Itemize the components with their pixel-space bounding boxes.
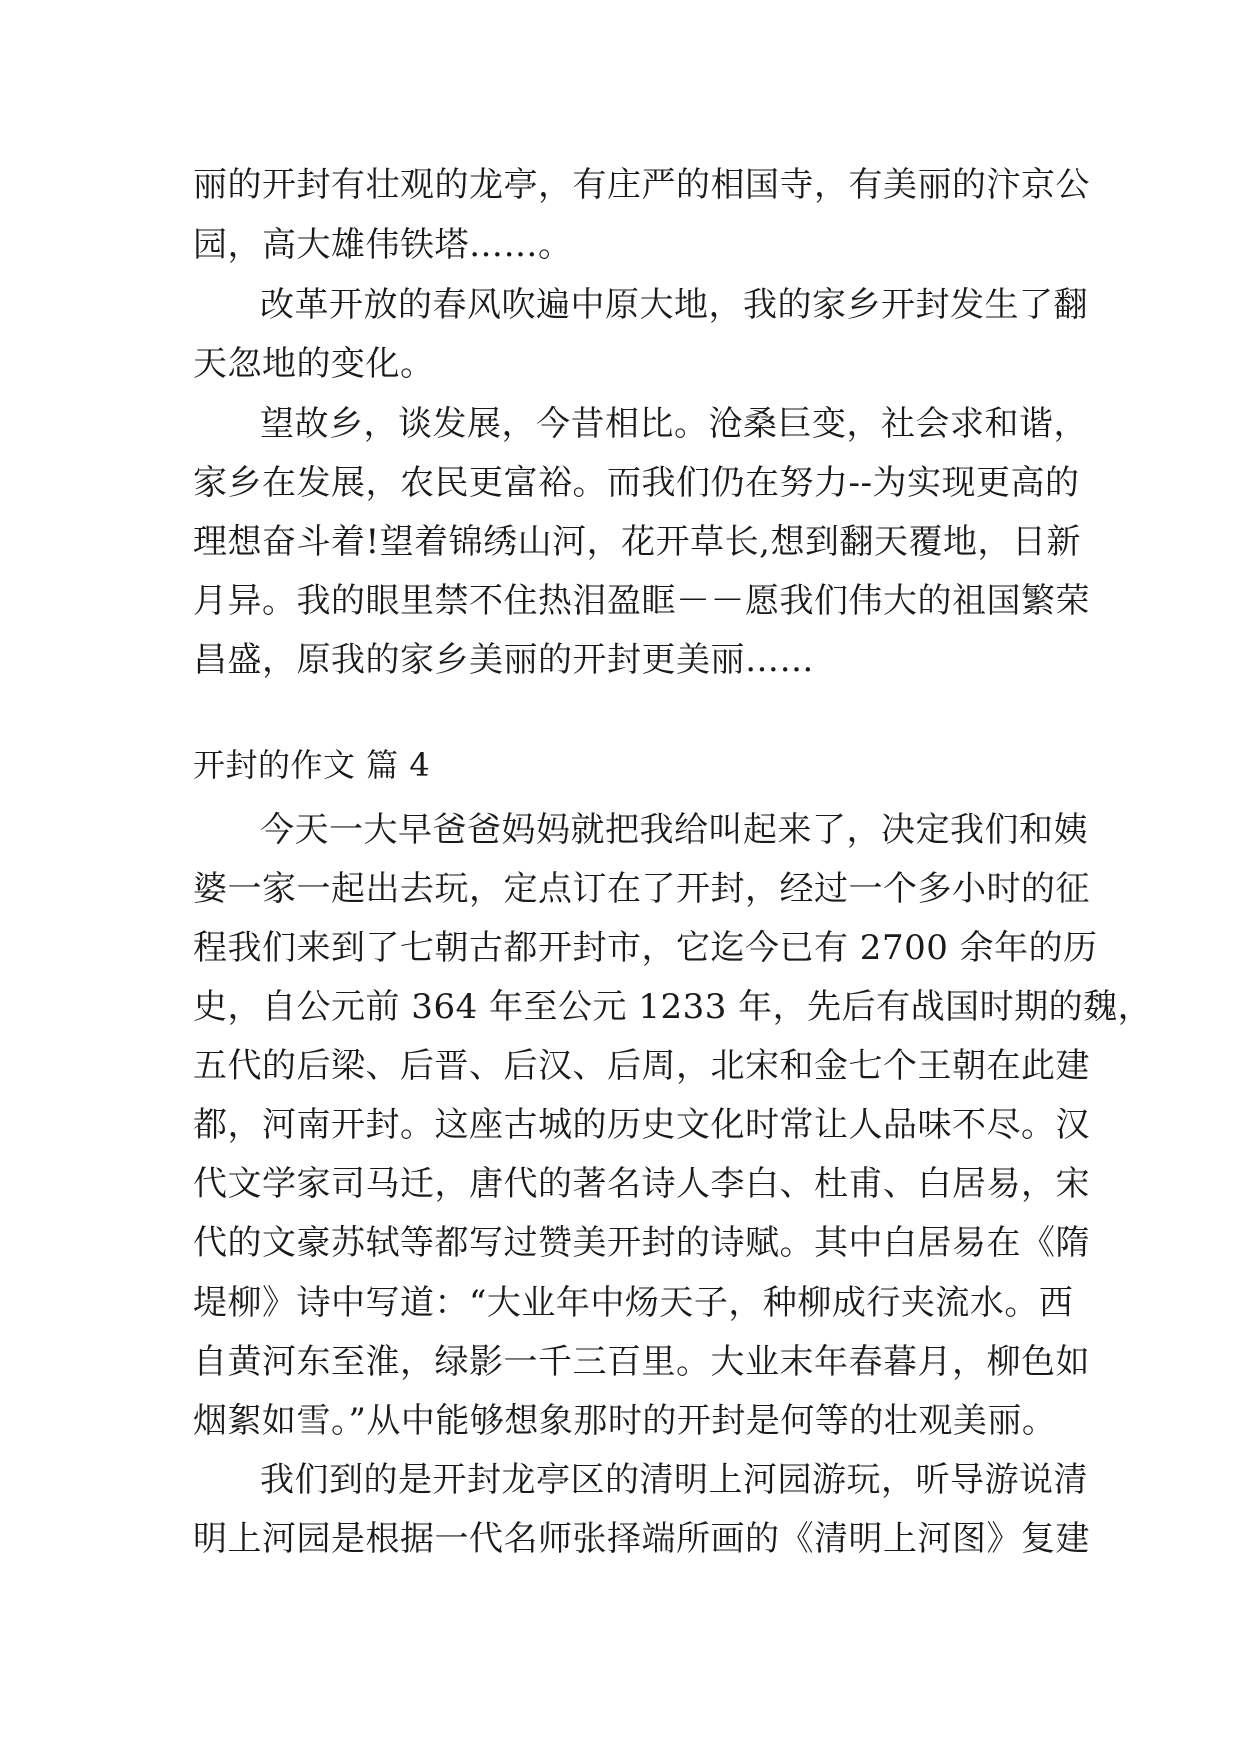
text-line: 明上河园是根据一代名师张择端所画的《清明上河图》复建 [193, 1519, 1090, 1559]
paragraph-start-line: 改革开放的春风吹遍中原大地，我的家乡开封发生了翻 [260, 285, 1088, 325]
paragraph-start-line: 望故乡，谈发展，今昔相比。沧桑巨变，社会求和谐， [260, 404, 1088, 444]
paragraph-start-line: 我们到的是开封龙亭区的清明上河园游玩，听导游说清 [260, 1460, 1088, 1500]
text-line: 昌盛，原我的家乡美丽的开封更美丽…… [193, 640, 814, 680]
text-line: 家乡在发展，农民更富裕。而我们仍在努力--为实现更高的 [193, 463, 1080, 503]
text-line: 园，高大雄伟铁塔……。 [193, 225, 573, 265]
text-line: 五代的后梁、后晋、后汉、后周，北宋和金七个王朝在此建 [193, 1046, 1090, 1086]
text-line: 烟絮如雪。”从中能够想象那时的开封是何等的壮观美丽。 [193, 1401, 1057, 1441]
text-line: 代文学家司马迁，唐代的著名诗人李白、杜甫、白居易，宋 [193, 1164, 1090, 1204]
text-line: 程我们来到了七朝古都开封市，它迄今已有 2700 余年的历 [193, 928, 1098, 968]
section-heading: 开封的作文 篇 4 [193, 746, 431, 784]
text-line: 史，自公元前 364 年至公元 1233 年，先后有战国时期的魏， [193, 987, 1153, 1027]
text-line: 丽的开封有壮观的龙亭，有庄严的相国寺，有美丽的汴京公 [193, 165, 1090, 205]
text-line: 婆一家一起出去玩，定点订在了开封，经过一个多小时的征 [193, 869, 1090, 909]
text-line: 自黄河东至淮，绿影一千三百里。大业末年春暮月，柳色如 [193, 1342, 1090, 1382]
text-line: 天忽地的变化。 [193, 344, 435, 384]
text-line: 都，河南开封。这座古城的历史文化时常让人品味不尽。汉 [193, 1105, 1090, 1145]
text-line: 月异。我的眼里禁不住热泪盈眶－－愿我们伟大的祖国繁荣 [193, 581, 1090, 621]
text-line: 理想奋斗着!望着锦绣山河，花开草长,想到翻天覆地，日新 [193, 522, 1081, 562]
text-line: 堤柳》诗中写道：“大业年中炀天子，种柳成行夹流水。西 [193, 1283, 1074, 1323]
text-line: 代的文豪苏轼等都写过赞美开封的诗赋。其中白居易在《隋 [193, 1223, 1090, 1263]
paragraph-start-line: 今天一大早爸爸妈妈就把我给叫起来了，决定我们和姨 [260, 810, 1088, 850]
